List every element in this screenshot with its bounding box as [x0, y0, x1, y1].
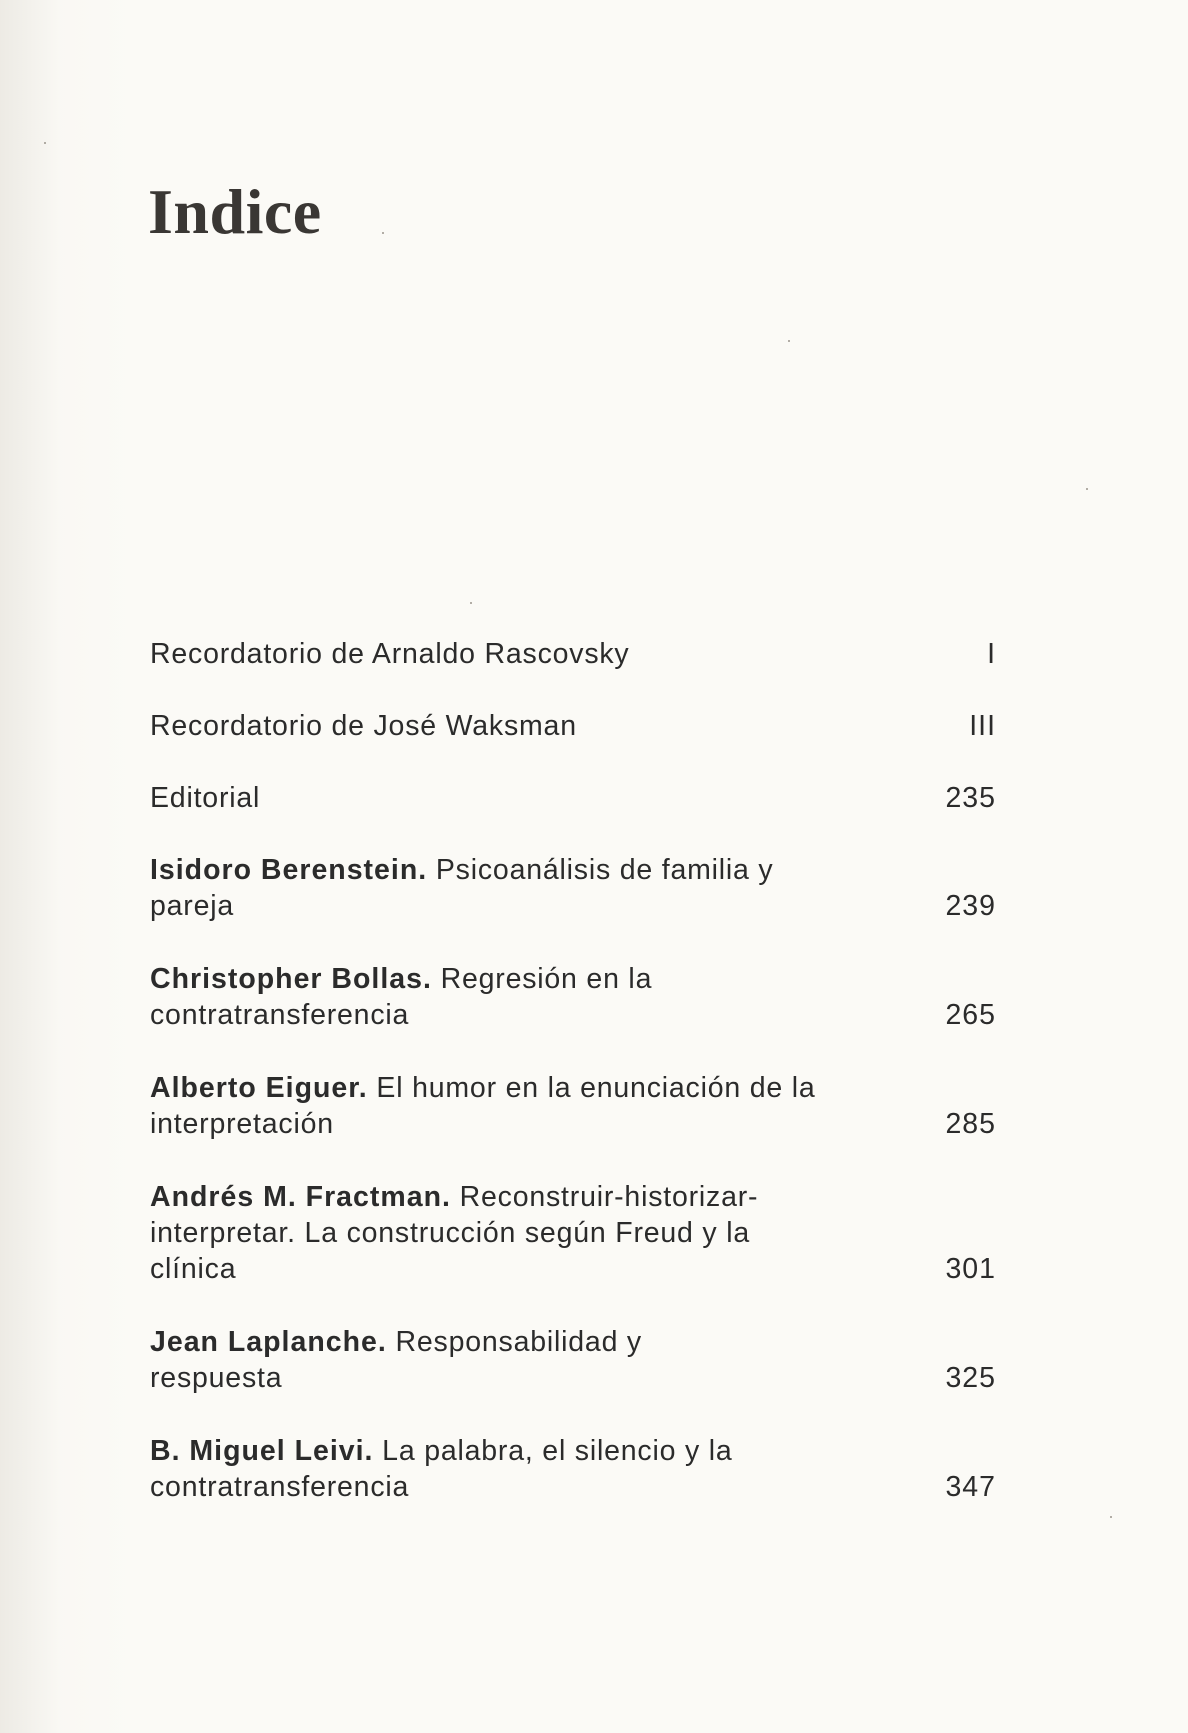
paper-speck — [470, 602, 472, 604]
entry-title: Recordatorio de Arnaldo Rascovsky — [150, 638, 630, 670]
entry-author: B. Miguel Leivi. — [150, 1435, 374, 1467]
page-number: 235 — [945, 782, 996, 814]
entry-text — [150, 852, 820, 924]
entry-text — [150, 780, 840, 816]
entry-text — [150, 1433, 830, 1505]
toc-entry — [150, 708, 996, 744]
entry-text — [150, 708, 840, 744]
entry-author: Isidoro Berenstein. — [150, 854, 428, 886]
entry-text — [150, 1324, 770, 1396]
entry-text — [150, 961, 750, 1033]
entry-author: Jean Laplanche. — [150, 1326, 387, 1358]
toc-entry — [150, 961, 996, 1033]
paper-speck — [1110, 1516, 1112, 1518]
entry-text — [150, 1179, 840, 1287]
entry-title: Psicoanálisis de familia y pareja — [150, 854, 774, 922]
page-number: III — [969, 710, 996, 742]
page-number: 301 — [945, 1253, 996, 1285]
toc-entry — [150, 636, 996, 672]
page-number: 239 — [945, 890, 996, 922]
entry-title: Recordatorio de José Waksman — [150, 710, 577, 742]
paper-speck — [1086, 488, 1088, 490]
entry-title: Regresión en la contratransferencia — [150, 963, 653, 1031]
toc-entry — [150, 1179, 996, 1287]
page-number: I — [987, 638, 996, 670]
entry-author: Alberto Eiguer. — [150, 1072, 368, 1104]
page-number: 265 — [945, 999, 996, 1031]
toc-entry — [150, 780, 996, 816]
page-title: Indice — [148, 176, 322, 247]
entry-title: Reconstruir-historizar-interpretar. La construcción según Freud y la clínica — [150, 1181, 759, 1285]
toc-entry — [150, 852, 996, 924]
page-number: 285 — [945, 1108, 996, 1140]
entry-author: Christopher Bollas. — [150, 963, 432, 995]
toc-entry — [150, 1433, 996, 1505]
page-number: 347 — [945, 1471, 996, 1503]
paper-speck — [788, 340, 790, 342]
toc-entry — [150, 1324, 996, 1396]
table-of-contents — [150, 636, 996, 1505]
entry-title: El humor en la enunciación de la interpretación — [150, 1072, 816, 1140]
entry-title: La palabra, el silencio y la contratransferencia — [150, 1435, 733, 1503]
paper-speck — [44, 142, 46, 144]
entry-text — [150, 636, 840, 672]
entry-author: Andrés M. Fractman. — [150, 1181, 451, 1213]
entry-title: Responsabilidad y respuesta — [150, 1326, 642, 1394]
entry-title: Editorial — [150, 782, 261, 814]
paper-speck — [382, 232, 384, 234]
toc-entry — [150, 1070, 996, 1142]
entry-text — [150, 1070, 830, 1142]
page-number: 325 — [945, 1362, 996, 1394]
